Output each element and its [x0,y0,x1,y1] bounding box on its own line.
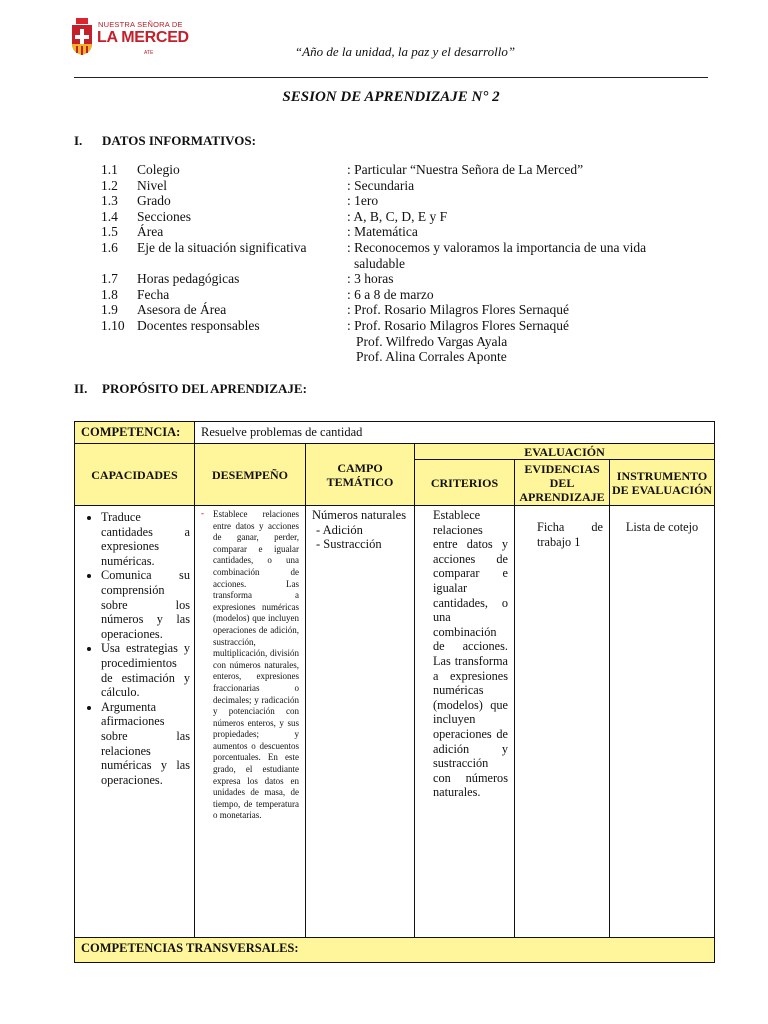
info-number: 1.2 [101,177,118,193]
logo-name: LA MERCED [97,29,189,46]
info-label: Secciones [137,208,191,224]
transversales-row [75,938,715,963]
info-value: : Prof. Rosario Milagros Flores Sernaqué [347,317,569,333]
info-label: Grado [137,193,171,209]
info-number: 1.8 [101,286,118,302]
evaluacion-header-row [75,444,715,460]
info-label: Área [137,224,164,240]
campo-item: - Sustracción [316,537,382,552]
info-label: Docentes responsables [137,317,260,333]
header-campo-tematico: CAMPO TEMÁTICO [306,444,415,506]
info-value: : 3 horas [347,271,394,287]
section-number: II. [74,381,88,396]
section-heading: PROPÓSITO DEL APRENDIZAJE: [102,381,307,396]
info-label: Nivel [137,177,167,193]
info-value-continued: saludable [354,255,405,271]
header-desempeno: DESEMPEÑO [195,444,306,506]
competencia-label: COMPETENCIA: [75,422,195,444]
dash-marker: - [201,508,204,518]
header-criterios: CRITERIOS [415,460,515,506]
info-number: 1.7 [101,271,118,287]
criterios-cell: Establece relaciones entre datos y acciones de comparar e igualar cantidades, o una combinación de acciones. Las transforma a expresiones numéricas (modelos) que incluyen operaciones de adición y sustracción con números naturales. [415,506,515,938]
header-divider [74,77,708,78]
header-capacidades: CAPACIDADES [75,444,195,506]
year-motto: “Año de la unidad, la paz y el desarrollo” [294,44,516,59]
info-number: 1.1 [101,162,118,177]
info-label: Horas pedagógicas [137,271,240,287]
campo-title: Números naturales [312,508,407,522]
logo-sub: ATE [144,50,154,56]
info-number: 1.9 [101,302,118,318]
info-value: : Prof. Rosario Milagros Flores Sernaqué [347,302,569,318]
learning-purpose-table [74,421,715,963]
competencia-row [75,422,715,444]
content-row [75,506,715,938]
info-value: : A, B, C, D, E y F [347,208,448,224]
header-instrumento: INSTRUMENTO DE EVALUACIÓN [610,460,715,506]
info-value: : 6 a 8 de marzo [347,286,434,302]
info-label: Fecha [137,286,170,302]
logo-top-text: NUESTRA SEÑORA DE [98,20,183,29]
info-value: : Matemática [347,224,418,240]
evidencias-cell: Ficha de trabajo 1 [515,506,610,938]
info-number: 1.5 [101,224,118,240]
page-title: SESION DE APRENDIZAJE N° 2 [282,89,500,105]
crest-icon [70,18,94,62]
school-logo [70,18,190,62]
header-evidencias: EVIDENCIAS DEL APRENDIZAJE [515,460,610,506]
transversales-label: COMPETENCIAS TRANSVERSALES: [75,938,715,963]
info-number: 1.10 [101,317,125,333]
info-value-continued: Prof. Alina Corrales Aponte [356,349,507,365]
instrumento-cell: Lista de cotejo [610,506,715,938]
info-value: : Secundaria [347,177,415,193]
info-value: : 1ero [347,193,379,209]
desempeno-cell [195,506,306,938]
list-item: • Comunica su comprensión sobre los números y las operaciones. [101,568,190,641]
section-number: I. [74,133,83,148]
campo-cell [306,506,415,938]
info-number: 1.6 [101,239,118,255]
info-number: 1.3 [101,193,118,209]
info-value: : Reconocemos y valoramos la importancia de una vida [347,239,647,255]
campo-item: - Adición [316,522,363,537]
info-value-continued: Prof. Wilfredo Vargas Ayala [356,333,508,349]
list-item: • Usa estrategias y procedimientos de estimación y cálculo. [101,641,190,699]
list-item: • Argumenta afirmaciones sobre las relaciones numéricas y las operaciones. [101,700,190,788]
section-heading: DATOS INFORMATIVOS: [102,133,256,148]
capacidades-list [75,510,194,787]
list-item: • Traduce cantidades a expresiones numéricas. [101,510,190,568]
info-value: : Particular “Nuestra Señora de La Merced” [347,162,584,177]
header-evaluacion: EVALUACIÓN [415,444,715,460]
info-label: Colegio [137,162,180,177]
competencia-value: Resuelve problemas de cantidad [195,422,715,444]
info-label: Eje de la situación significativa [137,239,307,255]
desempeno-text: Establece relaciones entre datos y acciones de ganar, perder, comparar e igualar cantidades, o una combinación de acciones. Las transforma a expresiones numéricas (modelos) que incluyen operaciones de adición, sustracción, multiplicación, división con números naturales, enteros, expresiones fraccionarias o decimales; y radicación y potenciación con números enteros, y sus propiedades; y aumentos o descuentos porcentuales. En este grado, el estudiante expresa los datos en unidades de masa, de tiempo, de temperatura o monetarias. [213,509,299,821]
info-label: Asesora de Área [137,302,227,318]
capacidades-cell [75,506,195,938]
info-number: 1.4 [101,208,118,224]
